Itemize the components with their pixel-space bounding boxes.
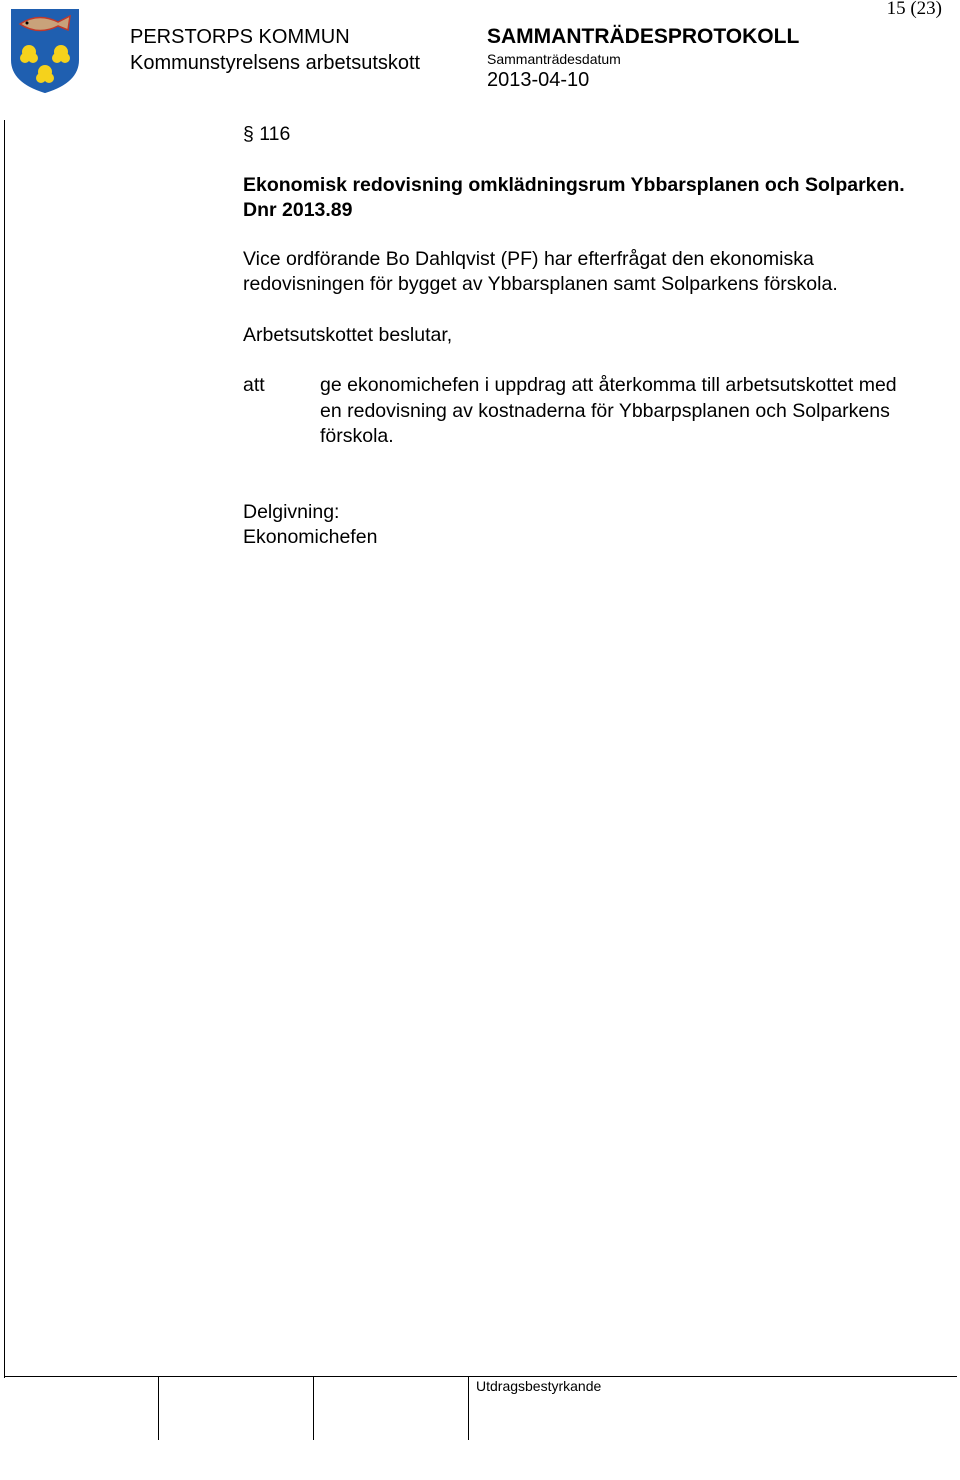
protocol-block	[487, 24, 799, 92]
page-number: 15 (23)	[886, 0, 942, 19]
section-symbol: §	[243, 123, 254, 145]
coat-of-arms-icon	[10, 8, 80, 94]
section-heading: Ekonomisk redovisning omklädningsrum Ybbarsplanen och Solparken. Dnr 2013.89	[243, 173, 905, 221]
section-content	[243, 118, 923, 551]
decision-text: ge ekonomichefen i uppdrag att återkomma till arbetsutskottet med en redovisning av kostnaderna för Ybbarpsplanen och Solparkens förskola.	[320, 374, 897, 447]
extract-certification-label: Utdragsbestyrkande	[476, 1378, 602, 1394]
distribution-recipient: Ekonomichefen	[243, 526, 378, 548]
signature-box-divider	[468, 1376, 469, 1440]
decision-label: Arbetsutskottet beslutar,	[243, 323, 453, 346]
municipality-name: PERSTORPS KOMMUN	[130, 26, 350, 48]
section-number: 116	[259, 123, 291, 145]
organization-block	[130, 24, 420, 76]
distribution-label: Delgivning:	[243, 500, 340, 523]
meeting-date-label: Sammanträdesdatum	[487, 51, 621, 67]
section-body: Vice ordförande Bo Dahlqvist (PF) har efterfrågat den ekonomiska redovisningen för bygget av Ybbarsplanen samt Solparkens förskola.	[243, 247, 838, 295]
committee-name: Kommunstyrelsens arbetsutskott	[130, 52, 421, 74]
decision-att-word: att	[243, 374, 265, 396]
protocol-title: SAMMANTRÄDESPROTOKOLL	[487, 25, 800, 48]
left-margin-rule	[4, 120, 5, 1378]
signature-box-divider	[158, 1376, 159, 1440]
meeting-date: 2013-04-10	[487, 69, 590, 91]
decision-item	[243, 373, 923, 450]
footer-rule	[4, 1376, 957, 1377]
distribution	[243, 500, 923, 551]
signature-box-divider	[313, 1376, 314, 1440]
paragraph-number	[243, 122, 923, 148]
